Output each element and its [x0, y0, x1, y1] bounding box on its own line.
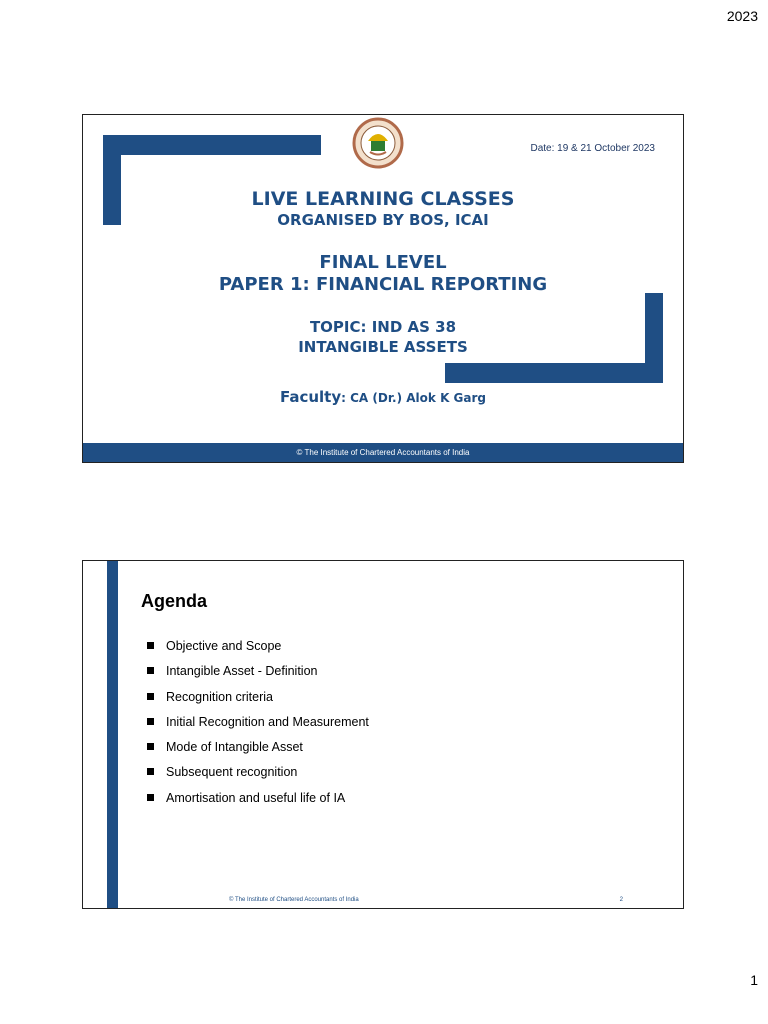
square-bullet-icon — [147, 693, 154, 700]
decor-bar-top — [103, 135, 321, 155]
agenda-item: Objective and Scope — [145, 639, 369, 664]
icai-logo — [352, 117, 404, 169]
slide-footer: © The Institute of Chartered Accountants of India — [83, 443, 683, 462]
square-bullet-icon — [147, 667, 154, 674]
slide-date: Date: 19 & 21 October 2023 — [530, 143, 655, 154]
faculty-line — [83, 387, 683, 406]
title-line-5: TOPIC: IND AS 38 — [309, 318, 457, 336]
square-bullet-icon — [147, 642, 154, 649]
agenda-item: Recognition criteria — [145, 690, 369, 715]
agenda-item: Amortisation and useful life of IA — [145, 791, 369, 816]
title-line-3: FINAL LEVEL — [319, 252, 447, 273]
agenda-item: Subsequent recognition — [145, 765, 369, 790]
slide-footer: © The Institute of Chartered Accountants of India — [229, 897, 359, 903]
agenda-item: Initial Recognition and Measurement — [145, 715, 369, 740]
square-bullet-icon — [147, 718, 154, 725]
agenda-title: Agenda — [141, 591, 208, 611]
slide-number: 2 — [619, 897, 623, 903]
title-line-2: ORGANISED BY BOS, ICAI — [277, 211, 489, 229]
agenda-left-bar — [107, 561, 118, 908]
agenda-list — [145, 639, 369, 816]
square-bullet-icon — [147, 743, 154, 750]
agenda-item: Intangible Asset - Definition — [145, 664, 369, 689]
page-header-year: 2023 — [726, 8, 758, 24]
faculty-label: Faculty — [279, 388, 342, 406]
title-line-1: LIVE LEARNING CLASSES — [251, 188, 515, 210]
page-number: 1 — [750, 972, 758, 988]
title-line-4: PAPER 1: FINANCIAL REPORTING — [218, 274, 548, 295]
title-slide — [82, 114, 684, 463]
square-bullet-icon — [147, 794, 154, 801]
square-bullet-icon — [147, 768, 154, 775]
faculty-name: : CA (Dr.) Alok K Garg — [341, 391, 486, 405]
agenda-item: Mode of Intangible Asset — [145, 740, 369, 765]
decor-bar-bottom — [445, 363, 663, 383]
agenda-slide — [82, 560, 684, 909]
title-line-6: INTANGIBLE ASSETS — [298, 338, 468, 356]
